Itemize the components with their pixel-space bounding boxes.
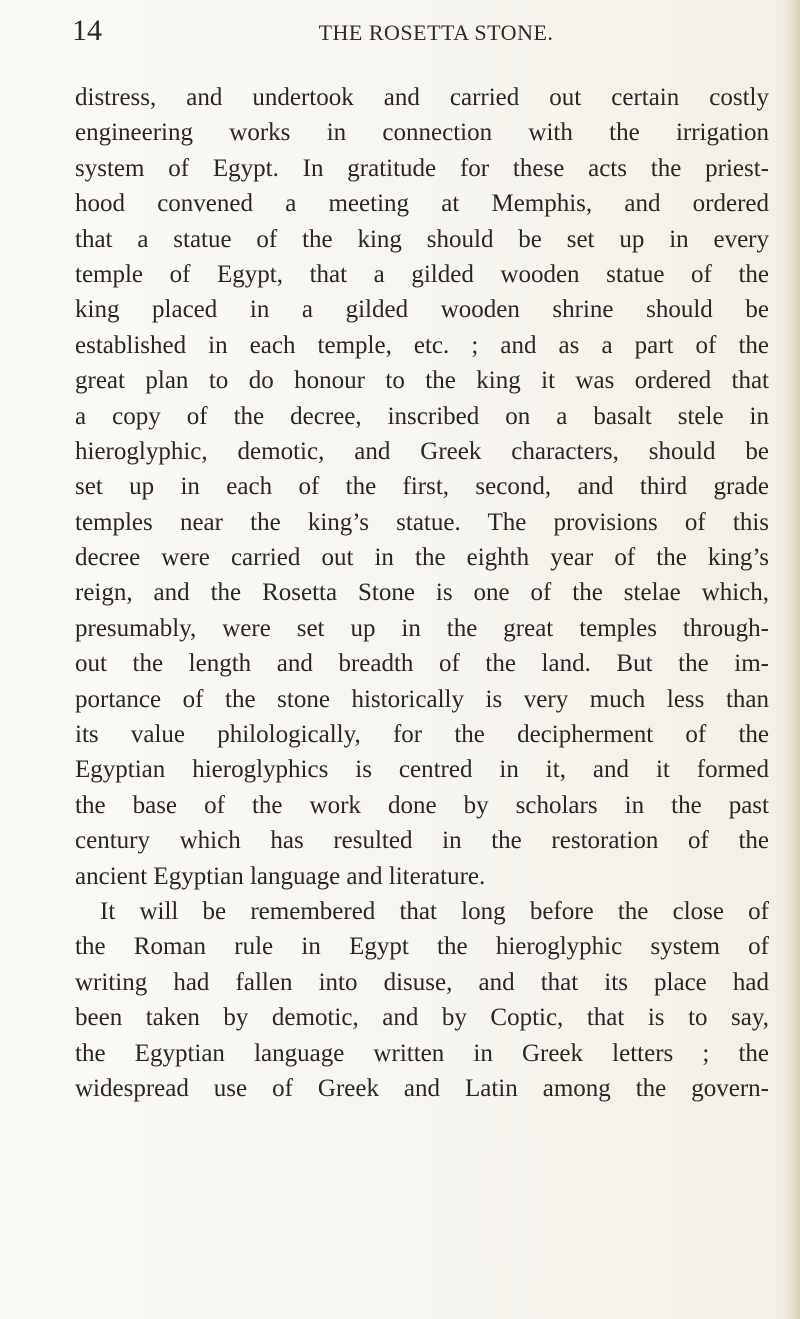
text-line: distress, and undertook and carried out certain costly (75, 84, 769, 111)
body-text (75, 80, 769, 1106)
text-line: engineering works in connection with the irrigation (75, 119, 769, 147)
page-edge-shadow (782, 0, 800, 1319)
text-line: a copy of the decree, inscribed on a basalt stele in (75, 402, 769, 430)
text-line: reign, and the Rosetta Stone is one of the stelae which, (75, 579, 769, 607)
text-line-paragraph-start: It will be remembered that long before the close of (100, 897, 769, 925)
text-line: century which has resulted in the restoration of the (75, 827, 769, 855)
text-line: its value philologically, for the decipherment of the (75, 721, 769, 749)
text-line: established in each temple, etc. ; and as a part of the (75, 331, 769, 359)
text-line: Egyptian hieroglyphics is centred in it, and it formed (75, 756, 769, 784)
text-line: out the length and breadth of the land. But the im- (75, 650, 769, 678)
text-line: great plan to do honour to the king it was ordered that (75, 367, 769, 395)
text-line: portance of the stone historically is very much less than (75, 685, 769, 713)
text-line: set up in each of the first, second, and third grade (75, 473, 769, 501)
running-title: THE ROSETTA STONE. (318, 20, 554, 45)
text-line: presumably, were set up in the great temples through- (75, 614, 769, 642)
text-line: the Roman rule in Egypt the hieroglyphic system of (75, 933, 769, 961)
text-line-paragraph-end: ancient Egyptian language and literature. (75, 862, 486, 890)
text-line: system of Egypt. In gratitude for these acts the priest- (75, 154, 769, 182)
text-line: king placed in a gilded wooden shrine should be (75, 296, 769, 324)
text-line: temple of Egypt, that a gilded wooden statue of the (75, 260, 769, 288)
text-line: writing had fallen into disuse, and that its place had (75, 968, 769, 996)
text-line: the base of the work done by scholars in the past (75, 791, 769, 819)
text-line: the Egyptian language written in Greek letters ; the (75, 1039, 769, 1067)
text-line: hood convened a meeting at Memphis, and ordered (75, 190, 769, 218)
page-number: 14 (72, 14, 102, 47)
text-line: temples near the king’s statue. The provisions of this (75, 508, 769, 536)
text-line: hieroglyphic, demotic, and Greek characters, should be (75, 437, 769, 465)
text-line: that a statue of the king should be set up in every (75, 225, 769, 253)
text-line: been taken by demotic, and by Coptic, that is to say, (75, 1004, 769, 1032)
running-head (72, 14, 772, 58)
text-line: decree were carried out in the eighth year of the king’s (75, 544, 769, 572)
text-line: widespread use of Greek and Latin among the govern- (75, 1074, 769, 1102)
